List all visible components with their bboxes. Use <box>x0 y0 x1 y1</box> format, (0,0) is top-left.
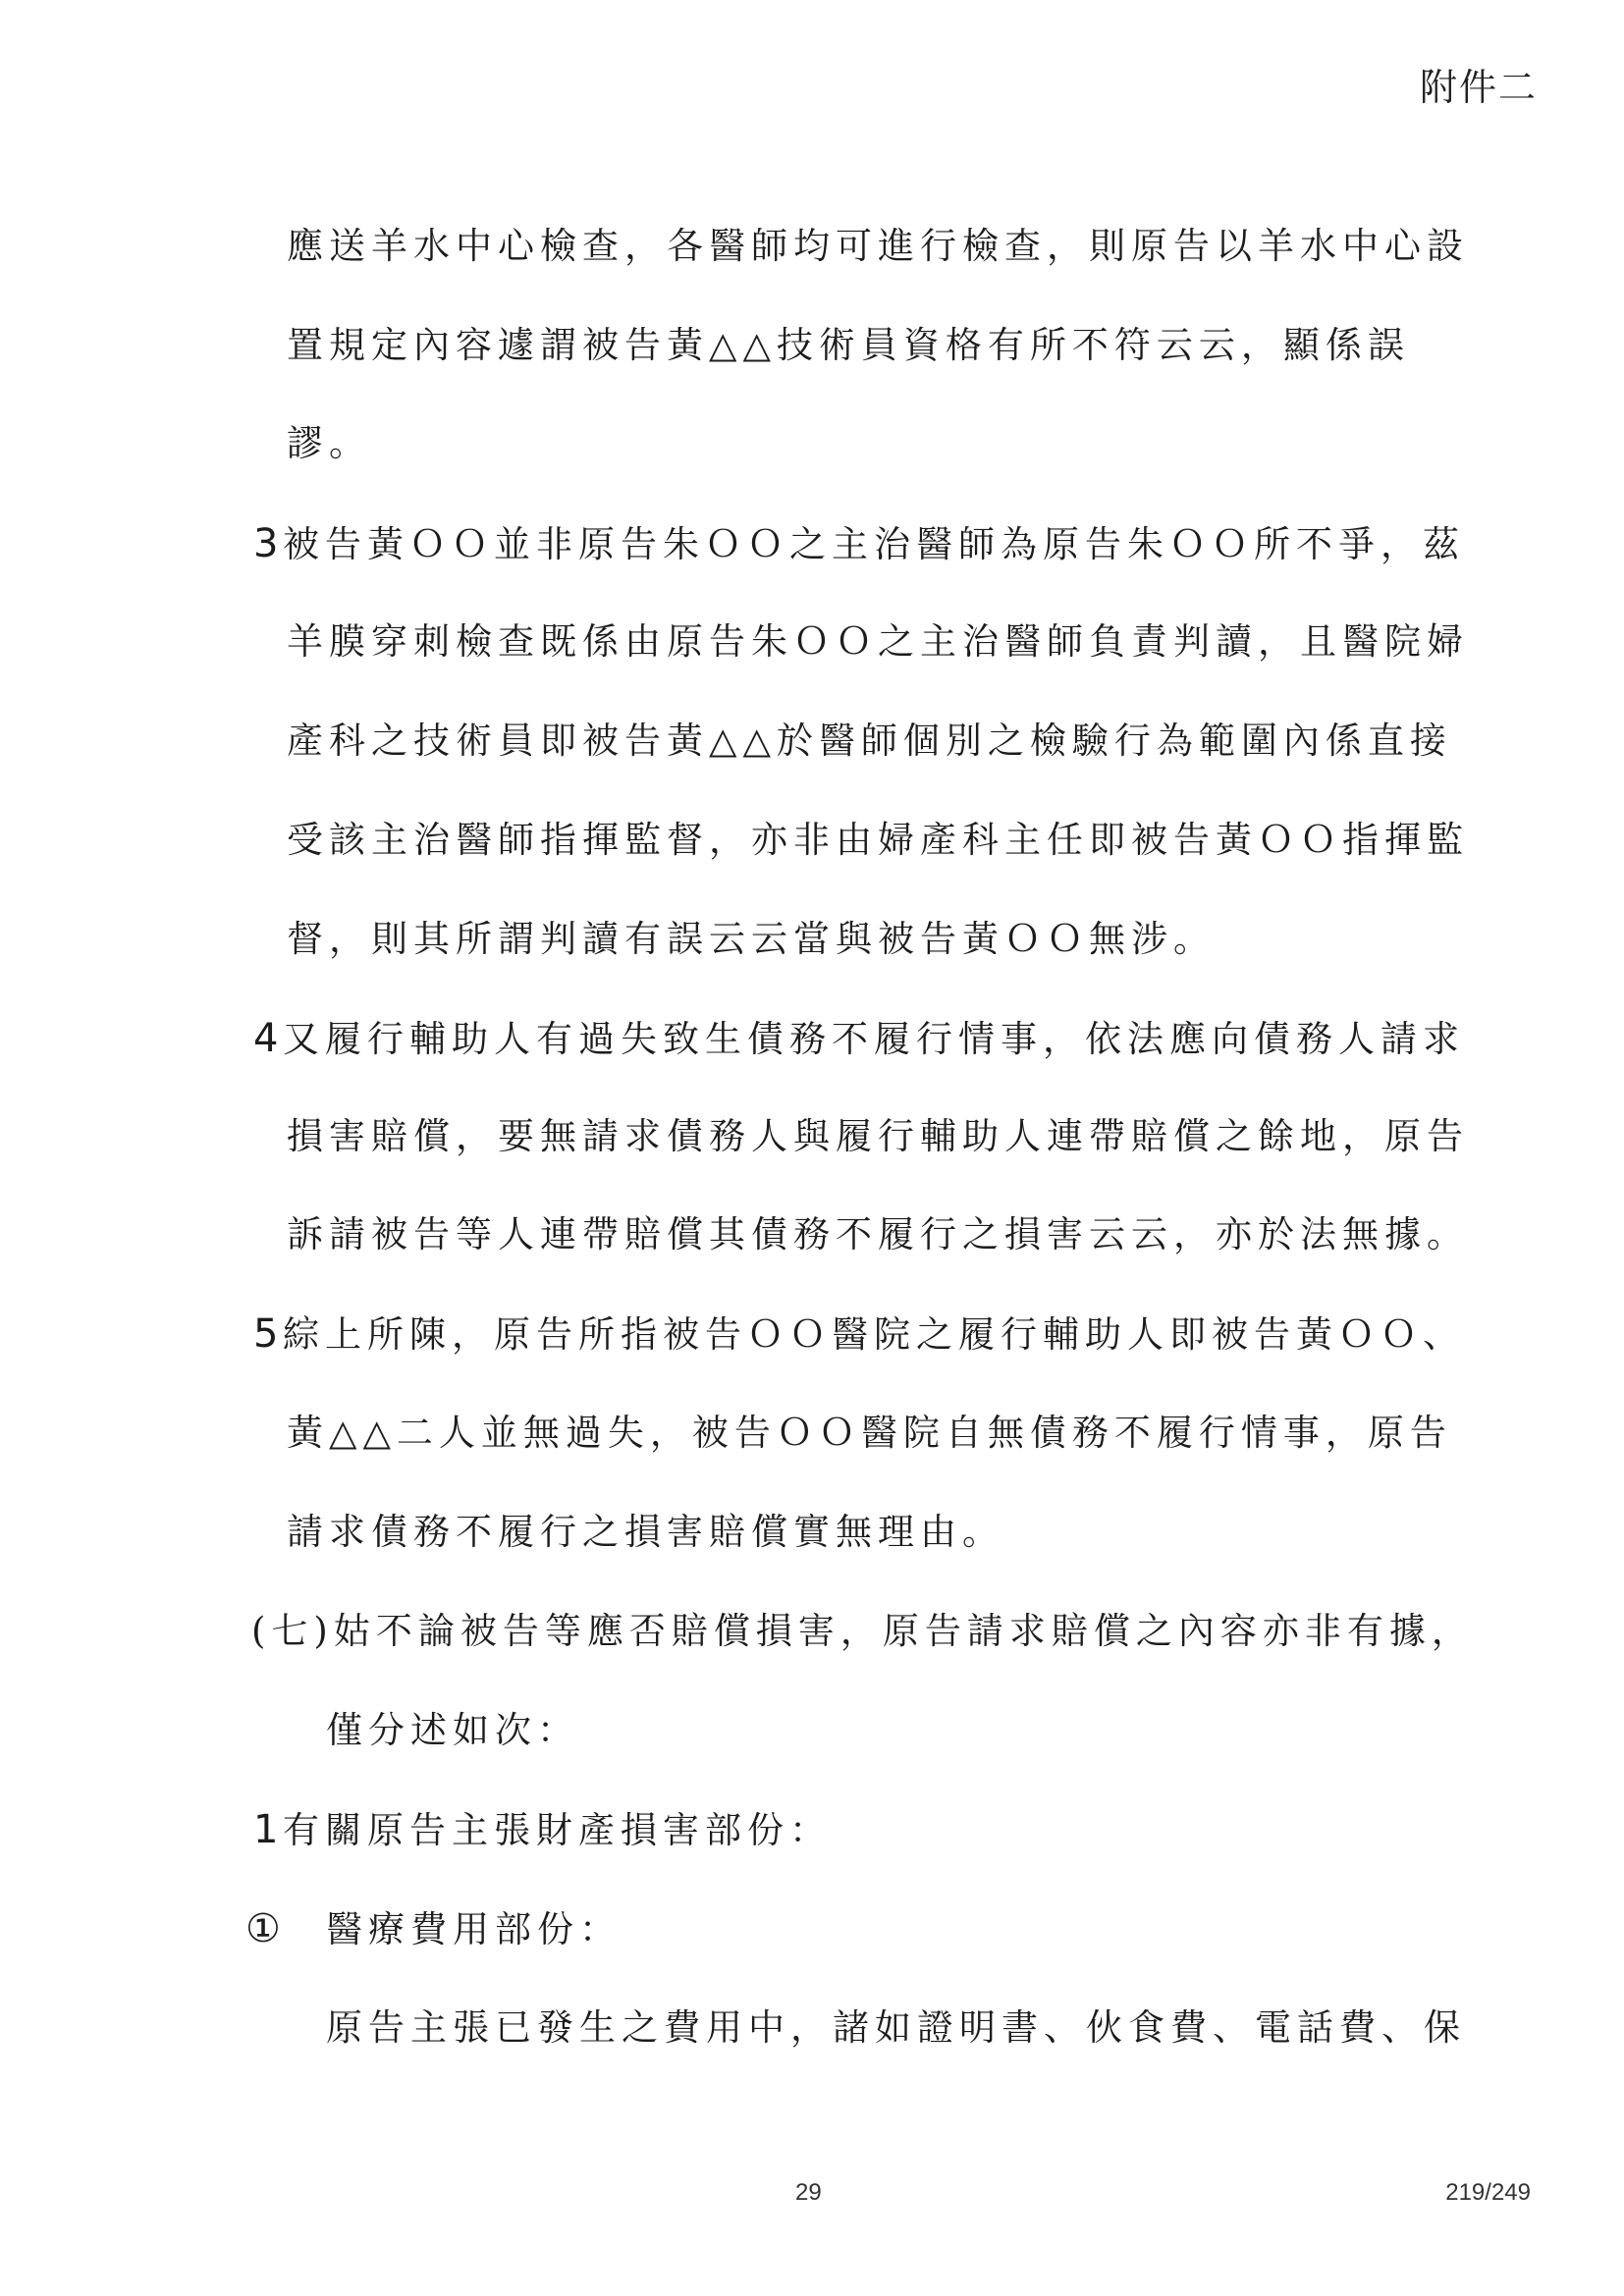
text-line: 請求債務不履行之損害賠償實無理由。 <box>287 1511 1004 1553</box>
page-number: 29 <box>795 2179 822 2206</box>
text-line: 損害賠償，要無請求債務人與履行輔助人連帶賠償之餘地，原告 <box>287 1115 1469 1157</box>
text-line: 僅分述如次： <box>326 1709 579 1751</box>
header-label: 附件二 <box>1419 66 1538 109</box>
item-number: 1 <box>253 1807 285 1852</box>
list-item: 5綜上所陳，原告所指被告ＯＯ醫院之履行輔助人即被告黃ＯＯ、 <box>253 1311 1465 1357</box>
text-line: 應送羊水中心檢查，各醫師均可進行檢查，則原告以羊水中心設 <box>287 225 1469 267</box>
list-item: 1有關原告主張財產損害部份： <box>253 1807 832 1852</box>
item-number: 4 <box>253 1016 285 1061</box>
item-number: ① <box>245 1906 287 1951</box>
item-number: 5 <box>253 1311 285 1357</box>
list-item: 3被告黃ＯＯ並非原告朱ＯＯ之主治醫師為原告朱ＯＯ所不爭，茲 <box>253 521 1465 566</box>
page-count: 219/249 <box>1445 2179 1531 2206</box>
item-number: 3 <box>253 521 285 566</box>
text-line: 產科之技術員即被告黃△△於醫師個別之檢驗行為範圍內係直接 <box>287 720 1452 762</box>
text-line: 黃△△二人並無過失，被告ＯＯ醫院自無債務不履行情事，原告 <box>287 1412 1452 1454</box>
text-line: 督，則其所謂判讀有誤云云當與被告黃ＯＯ無涉。 <box>287 918 1216 960</box>
text-line: 謬。 <box>287 422 371 464</box>
section-heading: (七)姑不論被告等應否賠償損害，原告請求賠償之內容亦非有據， <box>251 1610 1474 1652</box>
text-line: 原告主張已發生之費用中，諸如證明書、伙食費、電話費、保 <box>326 2006 1466 2049</box>
text-line: 訴請被告等人連帶賠償其債務不履行之損害云云，亦於法無據。 <box>287 1213 1469 1255</box>
list-item: ① 醫療費用部份： <box>245 1906 622 1951</box>
list-item: 4又履行輔助人有過失致生債務不履行情事，依法應向債務人請求 <box>253 1016 1465 1061</box>
text-line: 羊膜穿刺檢查既係由原告朱ＯＯ之主治醫師負責判讀，且醫院婦 <box>287 620 1469 663</box>
text-line: 置規定內容遽謂被告黃△△技術員資格有所不符云云，顯係誤 <box>287 324 1410 366</box>
text-line: 受該主治醫師指揮監督，亦非由婦產科主任即被告黃ＯＯ指揮監 <box>287 819 1469 861</box>
